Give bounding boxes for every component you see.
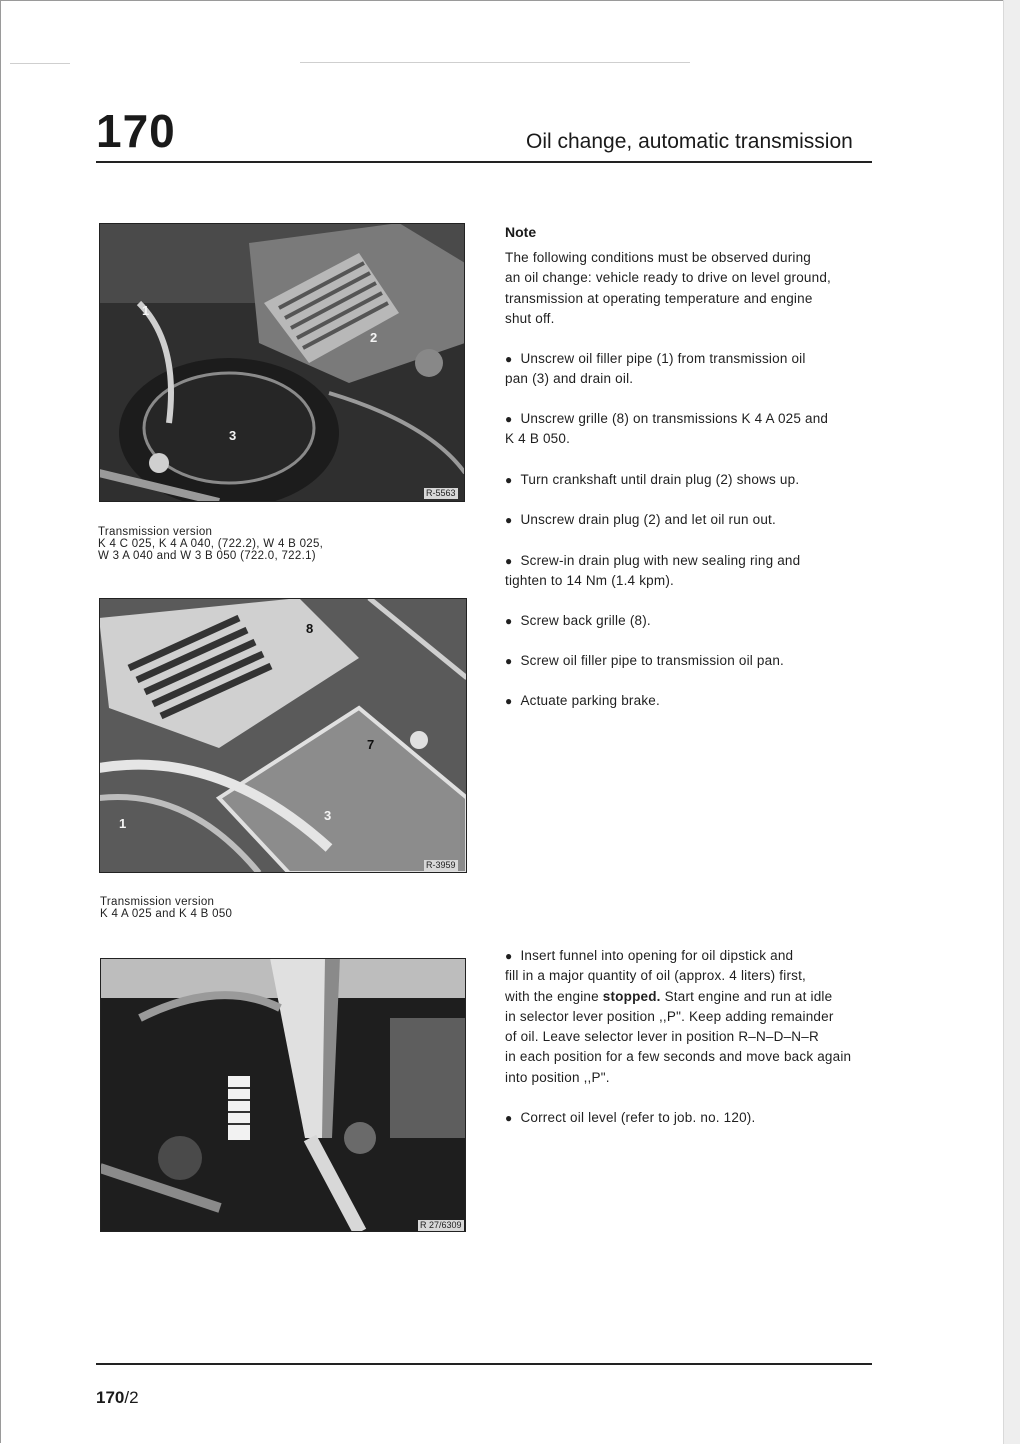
figure-caption-1: Transmission version K 4 C 025, K 4 A 040, (722.2), W 4 B 025, W 3 A 040 and W 3 B 050 (722.0, 722.1) <box>98 526 324 562</box>
note-heading: Note <box>505 224 537 240</box>
step-item: ● Actuate parking brake. <box>505 693 660 708</box>
figure-ref-code: R-5563 <box>426 488 456 498</box>
step-correct-level: ● Correct oil level (refer to job. no. 120). <box>505 1110 756 1125</box>
step-item: ● Unscrew grille (8) on transmissions K 4 A 025 and K 4 B 050. <box>505 411 829 447</box>
step-insert-funnel: ● Insert funnel into opening for oil dipstick and fill in a major quantity of oil (approx. 4 liters) first, with the engine stopped. Start engine and run at idle in selector lever position ,,P". Keep adding remainder of oil. Leave selector lever in position R–N–D–N–R in each position for a few seconds and move back again into position ,,P". <box>505 948 852 1085</box>
step-item: ● Turn crankshaft until drain plug (2) shows up. <box>505 472 800 487</box>
footer-rule <box>96 1363 872 1365</box>
callout-7: 7 <box>367 737 375 752</box>
figure-photo-3 <box>100 958 466 1232</box>
callout-1: 1 <box>142 303 150 318</box>
step-item: ● Screw-in drain plug with new sealing ring and tighten to 14 Nm (1.4 kpm). <box>505 553 801 589</box>
header-rule <box>96 161 872 163</box>
section-number: 170 <box>96 105 176 157</box>
callout-3-b: 3 <box>324 808 332 823</box>
scan-artifact <box>300 62 690 63</box>
step-item: ● Screw oil filler pipe to transmission oil pan. <box>505 653 785 668</box>
note-text: The following conditions must be observed during an oil change: vehicle ready to drive on level ground, transmission at operating temperature and engine shut off. <box>505 250 831 326</box>
viewer-margin <box>1003 0 1020 1444</box>
callout-2: 2 <box>370 330 378 345</box>
figure-ref-code: R-3959 <box>426 860 456 870</box>
figure-photo-1 <box>99 223 465 502</box>
step-item: ● Screw back grille (8). <box>505 613 651 628</box>
figure-ref-code: R 27/6309 <box>420 1220 462 1230</box>
figure-photo-2 <box>99 598 467 873</box>
callout-3: 3 <box>229 428 237 443</box>
scan-artifact <box>10 63 70 64</box>
callout-8: 8 <box>306 621 314 636</box>
step-item: ● Unscrew drain plug (2) and let oil run out. <box>505 512 776 527</box>
callout-1-b: 1 <box>119 816 127 831</box>
page-title: Oil change, automatic transmission <box>526 130 853 153</box>
page-number: 170/2 <box>96 1388 139 1407</box>
figure-caption-2: Transmission version K 4 A 025 and K 4 B 050 <box>100 896 233 920</box>
step-item: ● Unscrew oil filler pipe (1) from transmission oil pan (3) and drain oil. <box>505 351 806 387</box>
